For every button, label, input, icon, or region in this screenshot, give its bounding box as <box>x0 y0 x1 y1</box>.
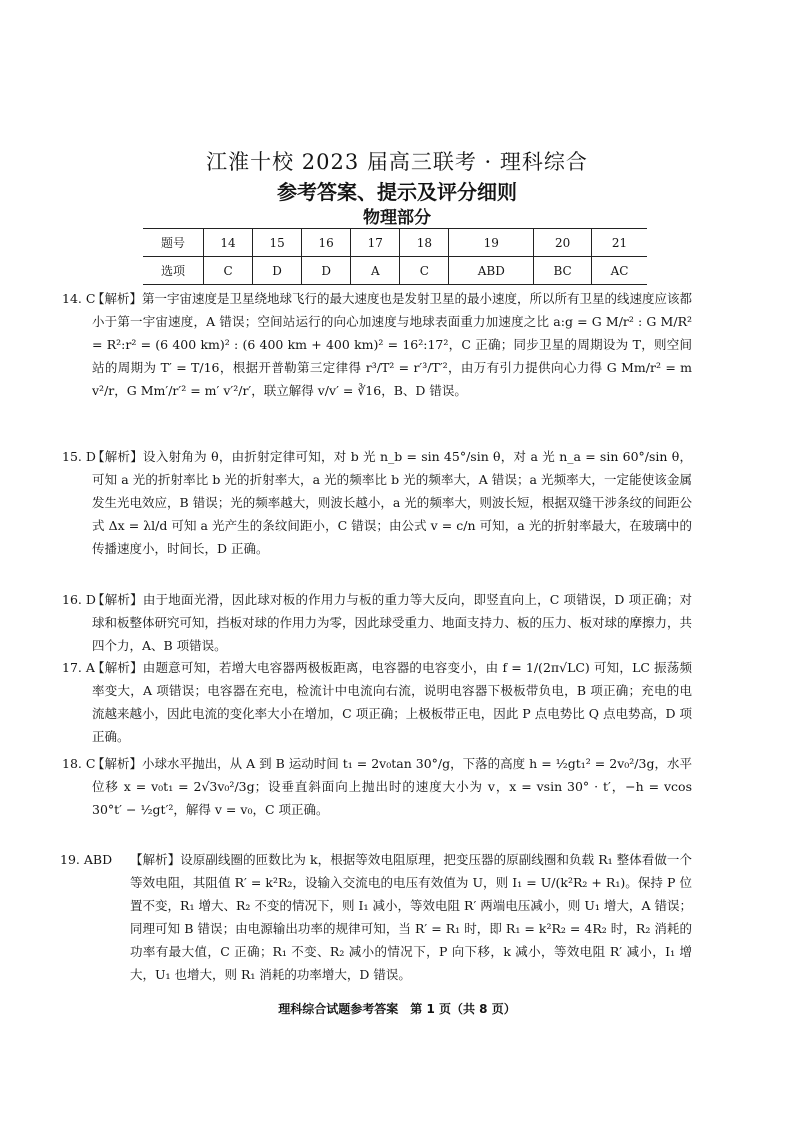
answer-option: BC <box>534 257 592 285</box>
solution-number: 15. D <box>62 449 96 464</box>
question-number: 16 <box>302 229 351 257</box>
question-number: 21 <box>592 229 647 257</box>
row-label-number: 题号 <box>143 229 204 257</box>
question-number: 19 <box>449 229 534 257</box>
solution-number: 18. C <box>62 756 96 771</box>
solution-17 <box>62 656 692 748</box>
answer-table-row-numbers <box>143 229 647 257</box>
solution-number: 14. C <box>62 291 96 306</box>
solution-text: 【解析】由题意可知，若增大电容器两极板距离，电容器的电容变小，由 f = 1/(2π√LC) 可知，LC 振荡频率变大，A 项错误；电容器在充电，检流计中电流向右流，说明电容器下极板带负电，B 项正确；充电的电流越来越小，因此电流的变化率大小在增加，C 项正确；上极板带正电，因此 P 点电势比 Q 点电势高，D 项正确。 <box>92 660 692 744</box>
question-number: 14 <box>204 229 253 257</box>
question-number: 18 <box>400 229 449 257</box>
page-title: 江淮十校 2023 届高三联考 · 理科综合 <box>206 150 588 174</box>
solution-text: 【解析】小球水平抛出，从 A 到 B 运动时间 t₁ = 2v₀tan 30°/g，下落的高度 h = ½gt₁² = 2v₀²/3g，水平位移 x = v₀t₁ = 2√3v₀²/3g；设垂直斜面向上抛出时的速度大小为 v，x = vsin 30° · t′，−h = vcos 30°t′ − ½gt′²，解得 v = v₀，C 项正确。 <box>92 756 692 817</box>
answer-table-row-answers <box>143 257 647 285</box>
solution-15 <box>62 445 692 560</box>
answer-option: AC <box>592 257 647 285</box>
solution-number: 17. A <box>62 660 95 675</box>
answer-option: D <box>302 257 351 285</box>
solution-19 <box>60 848 692 986</box>
solution-text: 【解析】由于地面光滑，因此球对板的作用力与板的重力等大反向，即竖直向上，C 项错误，D 项正确；对球和板整体研究可知，挡板对球的作用力为零，因此球受重力、地面支持力、板的压力、板对球的摩擦力，共四个力，A、B 项错误。 <box>92 592 693 653</box>
question-number: 20 <box>534 229 592 257</box>
solution-number: 19. ABD <box>60 852 113 867</box>
question-number: 15 <box>253 229 302 257</box>
solution-text: 【解析】设原副线圈的匝数比为 k，根据等效电阻原理，把变压器的原副线圈和负载 R₁ 整体看做一个等效电阻，其阻值 R′ = k²R₂，设输入交流电的电压有效值为 U，则 I₁ = U/(k²R₂ + R₁)。保持 P 位置不变，R₁ 增大、R₂ 不变的情况下，则 I₁ 减小，等效电阻 R′ 两端电压减小，则 U₁ 增大，A 错误；同理可知 B 错误；由电源输出功率的规律可知，当 R′ = R₁ 时，即 R₁ = k²R₂ = 4R₂ 时，R₂ 消耗的功率有最大值，C 正确；R₁ 不变、R₂ 减小的情况下，P 向下移，k 减小，等效电阻 R′ 减小，I₁ 增大，U₁ 也增大，则 R₁ 消耗的功率增大，D 错误。 <box>130 852 692 982</box>
answer-option: C <box>204 257 253 285</box>
solution-text: 【解析】设入射角为 θ，由折射定律可知，对 b 光 n_b = sin 45°/sin θ，对 a 光 n_a = sin 60°/sin θ，可知 a 光的折射率比 b 光的折射率大，a 光的频率比 b 光的频率大，A 错误；a 光频率大，一定能使该金属发生光电效应，B 错误；光的频率越大，则波长越小，a 光的频率大，则波长短，根据双缝干涉条纹的间距公式 Δx = λl/d 可知 a 光产生的条纹间距小，C 错误；由公式 v = c/n 可知，a 光的折射率最大，在玻璃中的传播速度小，时间长，D 正确。 <box>92 449 692 556</box>
page-footer: 理科综合试题参考答案 第 1 页（共 8 页） <box>278 1002 516 1016</box>
solution-14 <box>62 287 693 402</box>
row-label-answer: 选项 <box>143 257 204 285</box>
section-heading: 物理部分 <box>363 208 431 228</box>
page-subtitle: 参考答案、提示及评分细则 <box>277 180 517 204</box>
solution-number: 16. D <box>62 592 96 607</box>
solution-16 <box>62 588 693 657</box>
solution-text: 【解析】第一宇宙速度是卫星绕地球飞行的最大速度也是发射卫星的最小速度，所以所有卫星的线速度应该都小于第一宇宙速度，A 错误；空间站运行的向心加速度与地球表面重力加速度之比 a:g = G M/r² : G M/R² = R²:r² = (6 400 km)² : (6 400 km + 400 km)² = 16²:17²，C 正确；同步卫星的周期设为 T，则空间站的周期为 T′ = T/16，根据开普勒第三定律得 r³/T² = r′³/T′²，由万有引力提供向心力得 G Mm/r² = m v²/r，G Mm′/r′² = m′ v′²/r′，联立解得 v/v′ = ∛16，B、D 错误。 <box>92 291 693 398</box>
answer-option: A <box>351 257 400 285</box>
answer-option: D <box>253 257 302 285</box>
question-number: 17 <box>351 229 400 257</box>
answer-option: ABD <box>449 257 534 285</box>
answer-option: C <box>400 257 449 285</box>
solution-18 <box>62 752 692 821</box>
answer-table <box>143 228 647 285</box>
